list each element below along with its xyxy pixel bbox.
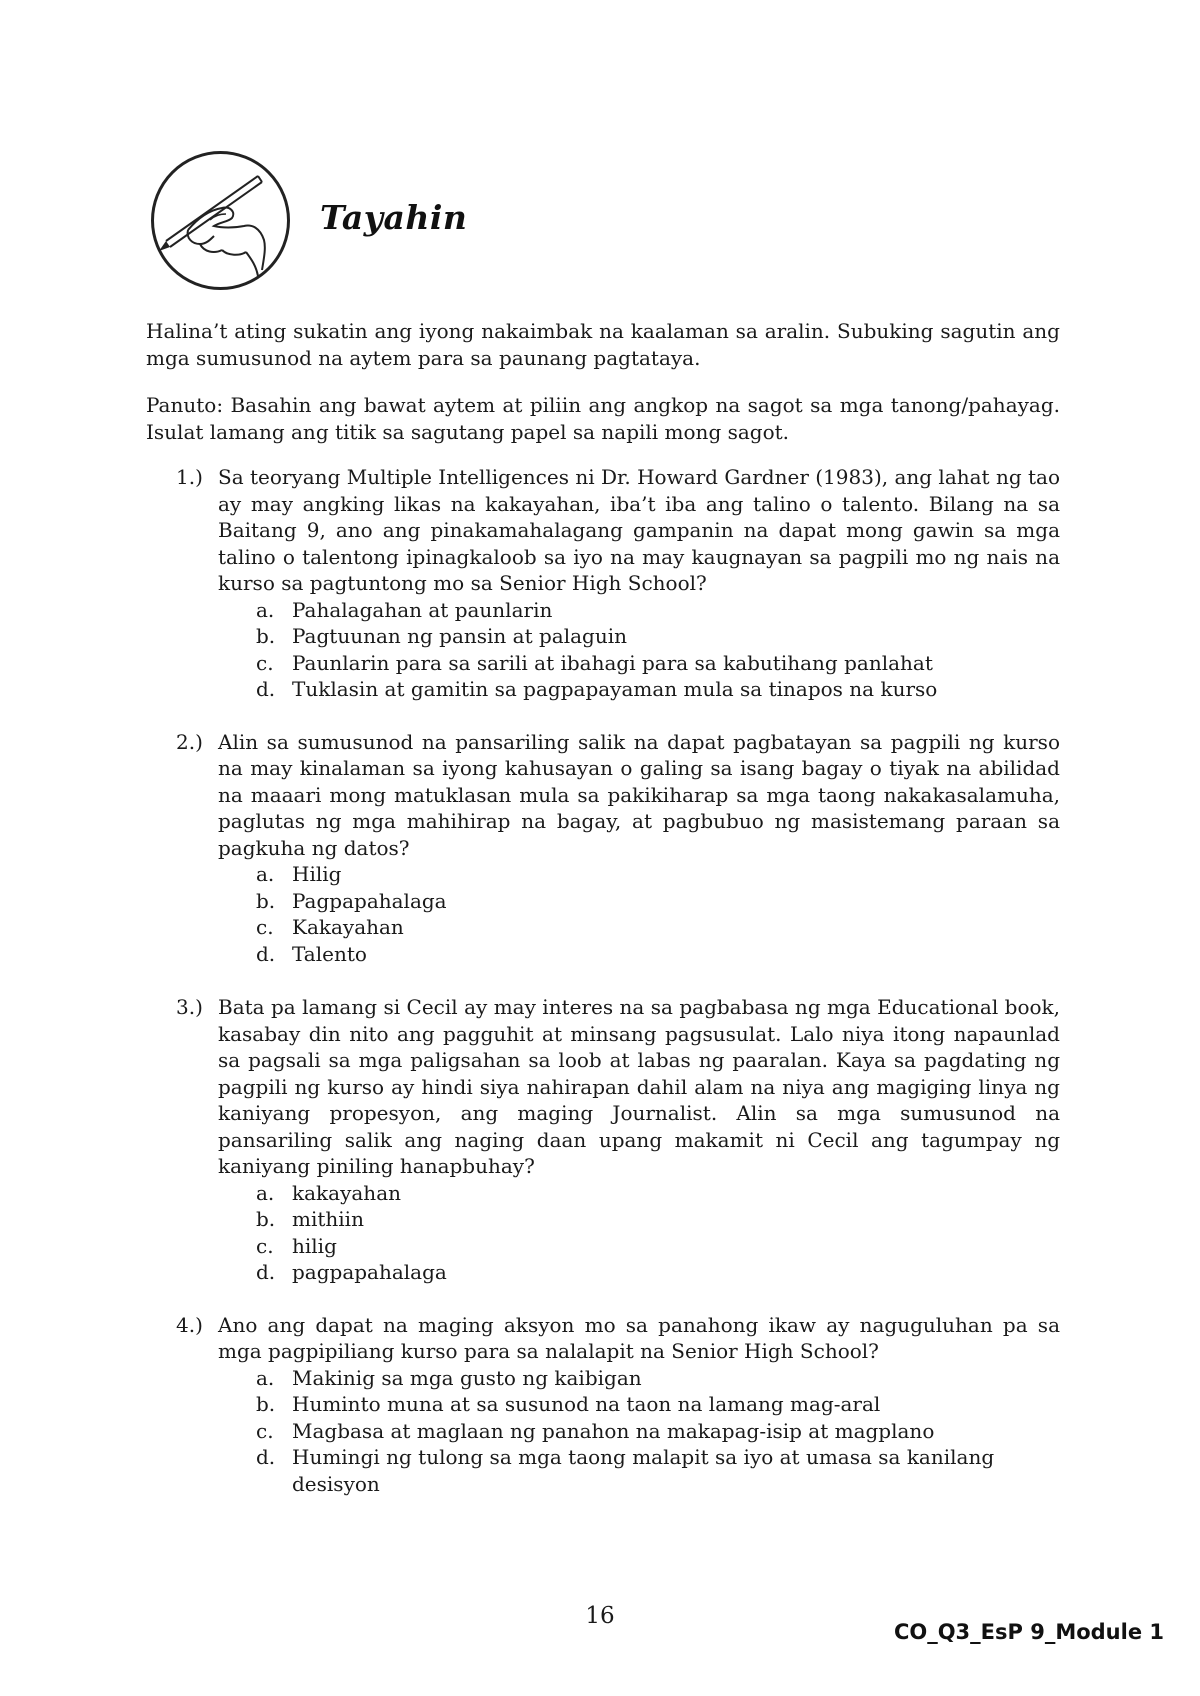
choice-letter: b. bbox=[256, 888, 276, 913]
question-item-4 bbox=[146, 1312, 1060, 1498]
choice-list bbox=[218, 1180, 1060, 1286]
intro-paragraph: Halina’t ating sukatin ang iyong nakaimbak na kaalaman sa aralin. Subuking sagutin ang mga sumusunod na aytem para sa paunang pagtataya. bbox=[146, 319, 1060, 370]
section-title: Tayahin bbox=[320, 198, 468, 237]
page-number: 16 bbox=[585, 1603, 615, 1629]
choice-letter: b. bbox=[256, 1207, 276, 1231]
choice-a[interactable] bbox=[218, 597, 1060, 624]
choice-letter: d. bbox=[256, 1260, 276, 1284]
choice-a[interactable] bbox=[218, 1180, 1060, 1207]
choice-c[interactable] bbox=[218, 650, 1060, 677]
choice-a[interactable] bbox=[218, 861, 1060, 888]
choice-text: Huminto muna at sa susunod na taon na lamang mag-aral bbox=[292, 1392, 881, 1416]
module-code: CO_Q3_EsP 9_Module 1 bbox=[893, 1620, 1164, 1644]
choice-text: Pahalagahan at paunlarin bbox=[292, 597, 553, 622]
choice-text: Paunlarin para sa sarili at ibahagi para sa kabutihang panlahat bbox=[292, 650, 933, 675]
choice-text: hilig bbox=[292, 1233, 337, 1258]
question-item-3 bbox=[146, 994, 1060, 1286]
question-text: Bata pa lamang si Cecil ay may interes na sa pagbabasa ng mga Educational book, kasabay din nito ang pagguhit at minsang pagsusulat. Lalo niya itong napaunlad sa pagsali sa mga paligsahan sa loob at labas ng paaralan. Kaya sa pagdating ng pagpili ng kurso ay hindi siya nahirapan dahil alam na niya ang magiging linya ng kaniyang propesyon, ang maging Journalist. Alin sa mga sumusunod na pansariling salik ang naging daan upang makamit ni Cecil ang tagumpay ng kaniyang piniling hanapbuhay? bbox=[218, 995, 1060, 1178]
question-number: 3.) bbox=[176, 995, 203, 1019]
choice-text: Humingi ng tulong sa mga taong malapit sa iyo at umasa sa kanilang desisyon bbox=[292, 1445, 995, 1496]
choice-b[interactable] bbox=[218, 888, 1060, 915]
choice-letter: c. bbox=[256, 915, 274, 939]
question-item-2 bbox=[146, 729, 1060, 968]
question-list bbox=[146, 464, 1060, 1523]
choice-b[interactable] bbox=[218, 1206, 1060, 1233]
choice-list bbox=[218, 597, 1060, 703]
choice-c[interactable] bbox=[218, 914, 1060, 941]
question-text: Sa teoryang Multiple Intelligences ni Dr. Howard Gardner (1983), ang lahat ng tao ay may angking likas na kakayahan, iba’t iba ang talino o talento. Bilang na sa Baitang 9, ano ang pinakamahalagang gampanin na dapat mong gawin sa mga talino o talentong ipinagkaloob sa iyo na may kaugnayan sa pagpili mo ng nais na kurso sa pagtuntong mo sa Senior High School? bbox=[218, 465, 1060, 595]
choice-letter: a. bbox=[256, 597, 275, 622]
choice-c[interactable] bbox=[218, 1418, 1060, 1445]
choice-text: Makinig sa mga gusto ng kaibigan bbox=[292, 1365, 642, 1390]
choice-text: Magbasa at maglaan ng panahon na makapag-isip at magplano bbox=[292, 1418, 935, 1443]
choice-letter: d. bbox=[256, 941, 276, 966]
choice-text: Pagtuunan ng pansin at palaguin bbox=[292, 624, 627, 648]
choice-text: pagpapahalaga bbox=[292, 1260, 447, 1284]
choice-a[interactable] bbox=[218, 1365, 1060, 1392]
choice-letter: a. bbox=[256, 1180, 275, 1205]
choice-letter: c. bbox=[256, 1418, 274, 1443]
choice-letter: b. bbox=[256, 1392, 276, 1416]
question-item-1 bbox=[146, 464, 1060, 703]
choice-letter: c. bbox=[256, 650, 274, 675]
choice-c[interactable] bbox=[218, 1233, 1060, 1260]
choice-d[interactable] bbox=[218, 676, 1060, 703]
choice-text: mithiin bbox=[292, 1207, 364, 1231]
question-text: Alin sa sumusunod na pansariling salik na dapat pagbatayan sa pagpili ng kurso na may kinalaman sa iyong kahusayan o galing sa isang bagay o tiyak na abilidad na maaari mong matuklasan mula sa pakikiharap sa mga taong nakakasalamuha, paglutas ng mga mahihirap na bagay, at pagbubuo ng masistemang paraan sa pagkuha ng datos? bbox=[218, 729, 1060, 860]
choice-text: Tuklasin at gamitin sa pagpapayaman mula sa tinapos na kurso bbox=[292, 677, 938, 701]
choice-letter: a. bbox=[256, 862, 275, 886]
hand-writing-pencil-icon bbox=[148, 148, 293, 293]
choice-letter: c. bbox=[256, 1233, 274, 1258]
choice-text: kakayahan bbox=[292, 1180, 401, 1205]
question-text: Ano ang dapat na maging aksyon mo sa panahong ikaw ay naguguluhan pa sa mga pagpipiliang kurso para sa nalalapit na Senior High School? bbox=[218, 1312, 1060, 1363]
choice-letter: b. bbox=[256, 624, 276, 648]
choice-letter: a. bbox=[256, 1365, 275, 1390]
instructions-paragraph: Panuto: Basahin ang bawat aytem at piliin ang angkop na sagot sa mga tanong/pahayag. Isulat lamang ang titik sa sagutang papel sa napili mong sagot. bbox=[146, 393, 1060, 444]
choice-d[interactable] bbox=[218, 1444, 1060, 1497]
choice-b[interactable] bbox=[218, 1391, 1060, 1418]
choice-letter: d. bbox=[256, 1445, 276, 1469]
choice-text: Talento bbox=[292, 941, 367, 966]
choice-d[interactable] bbox=[218, 1259, 1060, 1286]
choice-text: Hilig bbox=[292, 862, 342, 886]
choice-letter: d. bbox=[256, 677, 276, 701]
choice-list bbox=[218, 861, 1060, 967]
choice-text: Pagpapahalaga bbox=[292, 888, 447, 913]
question-number: 1.) bbox=[176, 465, 203, 489]
choice-text: Kakayahan bbox=[292, 915, 404, 939]
choice-d[interactable] bbox=[218, 941, 1060, 968]
choice-list bbox=[218, 1365, 1060, 1498]
question-number: 4.) bbox=[176, 1312, 203, 1337]
question-number: 2.) bbox=[176, 729, 203, 754]
choice-b[interactable] bbox=[218, 623, 1060, 650]
